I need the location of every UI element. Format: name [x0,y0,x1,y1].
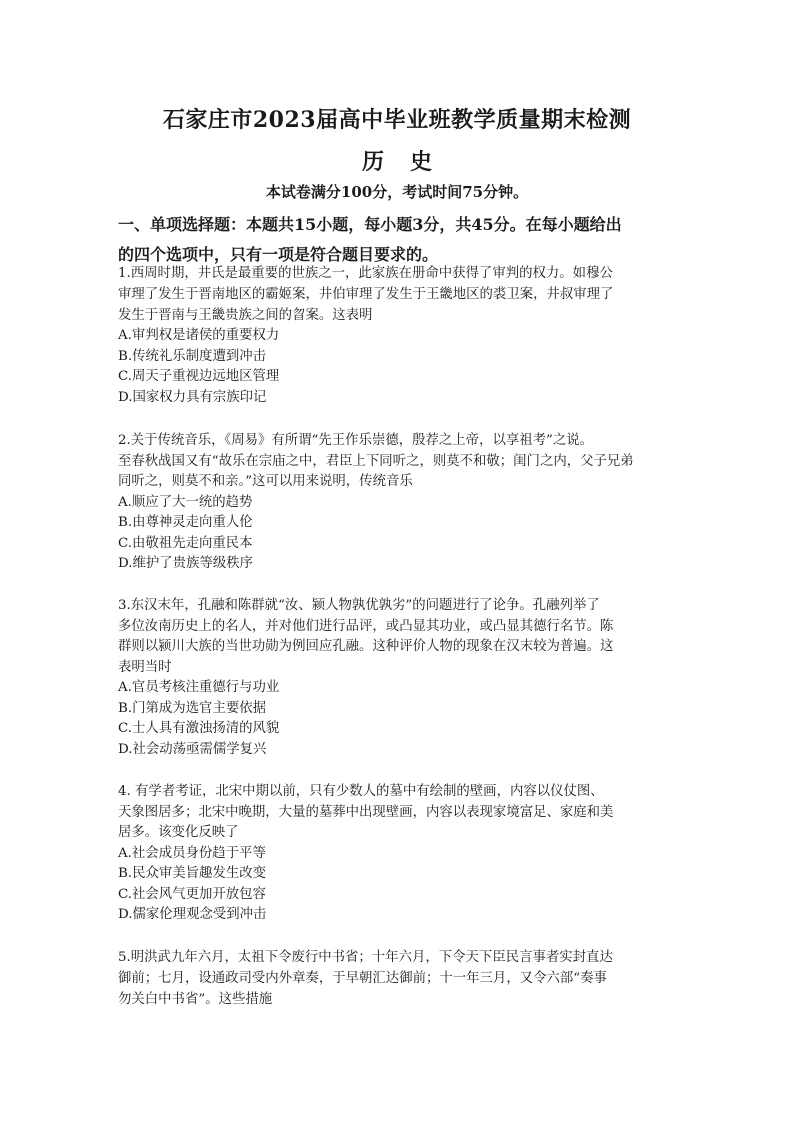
question-4-option-b: B.民众审美旨趣发生改变 [118,866,267,881]
question-1-option-a: A.审判权是诸侯的重要权力 [118,328,280,343]
question-5-text: 5.明洪武九年六月，太祖下令废行中书省；十年六月，下令天下臣民言事者实封直达 [118,950,613,965]
question-4-text: 天象图居多；北宋中晚期，大量的墓葬中出现壁画，内容以表现家境富足、家庭和美 [118,805,614,820]
question-3-text: 群则以颍川大族的当世功勋为例回应孔融。这种评价人物的现象在汉末较为普遍。这 [118,639,614,654]
question-5-text: 勿关白中书省”。这些措施 [118,992,273,1007]
question-3-text: 3.东汉末年，孔融和陈群就“汝、颍人物孰优孰劣”的问题进行了论争。孔融列举了 [118,598,600,613]
question-1-option-d: D.国家权力具有宗族印记 [118,390,267,405]
question-3-text: 表明当时 [118,660,172,675]
question-2-option-a: A.顺应了大一统的趋势 [118,495,253,510]
question-2-option-b: B.由尊神灵走向重人伦 [118,515,253,530]
question-2-text: 至春秋战国又有“故乐在宗庙之中，君臣上下同听之，则莫不和敬；闺门之内，父子兄弟 [118,454,634,469]
exam-note: 本试卷满分100分，考试时间75分钟。 [265,183,529,201]
subject-title: 历史 [361,149,458,175]
question-3-text: 多位汝南历史上的名人，并对他们进行品评，或凸显其功业，或凸显其德行名节。陈 [118,619,614,634]
question-4-option-c: C.社会风气更加开放包容 [118,887,266,902]
exam-title: 石家庄市2023届高中毕业班教学质量期末检测 [162,107,632,133]
section-heading-line: 一、单项选择题：本题共15小题，每小题3分，共45分。在每小题给出 [118,215,622,234]
question-1-text: 1.西周时期，井氏是最重要的世族之一，此家族在册命中获得了审判的权力。如穆公 [118,266,613,281]
question-2-text: 同听之，则莫不和亲。”这可以用来说明，传统音乐 [118,474,413,489]
section-heading-line: 的四个选项中，只有一项是符合题目要求的。 [118,245,439,264]
question-4-option-a: A.社会成员身份趋于平等 [118,846,266,861]
question-3-option-c: C.士人具有激浊扬清的风貌 [118,721,280,736]
question-2-option-c: C.由敬祖先走向重民本 [118,536,253,551]
question-3-option-b: B.门第成为选官主要依据 [118,701,267,716]
question-1-text: 审理了发生于晋南地区的霸姬案，井伯审理了发生于王畿地区的裘卫案，井叔审理了 [118,287,614,302]
question-4-text: 4. 有学者考证，北宋中期以前，只有少数人的墓中有绘制的壁画，内容以仪仗图、 [118,784,604,799]
question-2-text: 2.关于传统音乐，《周易》有所谓“先王作乐崇德，殷荐之上帝，以享祖考”之说。 [118,433,594,448]
question-1-text: 发生于晋南与王畿贵族之间的曶案。这表明 [118,308,373,323]
question-1-option-b: B.传统礼乐制度遭到冲击 [118,349,267,364]
section-heading [118,210,688,270]
question-4-text: 居多。该变化反映了 [118,825,239,840]
question-5-text: 御前；七月，设通政司受内外章奏，于早朝汇达御前；十一年三月，又令六部“奏事 [118,971,607,986]
question-1-option-c: C.周天子重视边远地区管理 [118,369,280,384]
question-2-option-d: D.维护了贵族等级秩序 [118,556,254,571]
question-3-option-a: A.官员考核注重德行与功业 [118,680,280,695]
question-4-option-d: D.儒家伦理观念受到冲击 [118,907,267,922]
question-3-option-d: D.社会动荡亟需儒学复兴 [118,742,267,757]
